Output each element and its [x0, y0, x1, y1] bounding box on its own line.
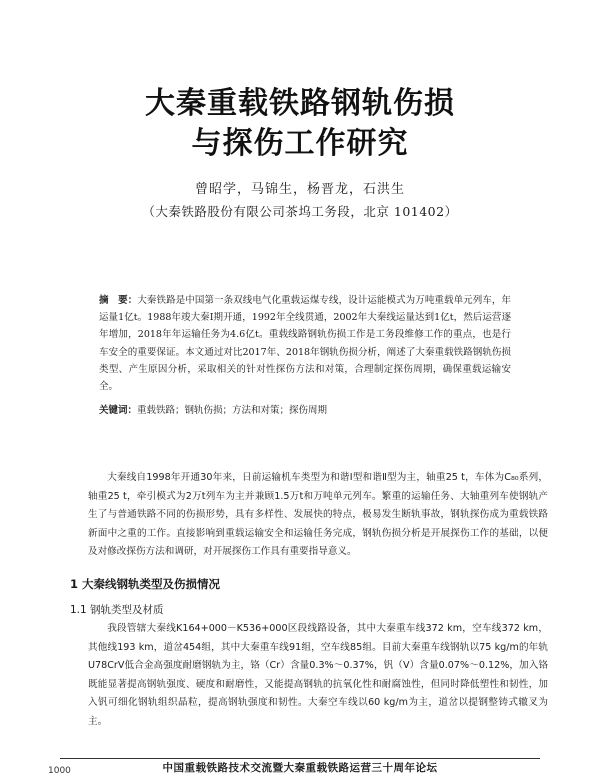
section-1-heading: 1 大秦线钢轨类型及伤损情况	[70, 577, 221, 591]
abstract	[99, 292, 511, 395]
keywords	[99, 403, 511, 419]
page-number: 1000	[48, 766, 71, 776]
keywords-label: 关键词：	[99, 405, 138, 416]
footer-title: 中国重载铁路技术交流暨大秦重载铁路运营三十周年论坛	[162, 762, 438, 774]
title-line-1: 大秦重载铁路钢轨伤损	[145, 86, 455, 121]
abstract-text: 大秦铁路是中国第一条双线电气化重载运煤专线，设计运能模式为万吨重载单元列车，年运量1亿t。1988年竣大秦Ⅰ期开通，1992年全线贯通，2002年大秦线运量达到1亿t，然后运营逐年增加，2018年年运输任务为4.6亿t。重载线路钢轨伤损工作是工务段维修工作的重点，也是行车安全的重要保证。本文通过对比2017年、2018年钢轨伤损分析，阐述了大秦重载铁路钢轨伤损类型、产生原因分析，采取相关的针对性探伤方法和对策，合理制定探伤周期，确保重载运输安全。	[99, 295, 511, 393]
author-list: 曾昭学，马锦生，杨晋龙，石洪生	[194, 182, 405, 197]
footer-divider	[60, 758, 540, 759]
affiliation: （大秦铁路股份有限公司茶坞工务段，北京 101402）	[142, 204, 458, 219]
intro-paragraph: 大秦线自1998年开通30年来，日前运输机车类型为和谐Ⅰ型和谐Ⅱ型为主，轴重25 t，车体为C₈₀系列，轴重25 t，牵引模式为2万t列车为主并兼顾1.5万t和万吨单元列车。繁重的运输任务、大轴重列车使钢轨产生了与普通铁路不同的伤损形势，具有多样性、发展快的特点，极易发生断轨事故，钢轨探伤成为重载铁路新面中之重的工作。直接影响到重载运输安全和运输任务完成，钢轨伤损分析是开展探伤工作的基础，以便及对修改探伤方法和调研，对开展探伤工作具有重要指导意义。	[88, 472, 548, 558]
section-1-1-heading: 1.1 钢轨类型及材质	[70, 604, 164, 616]
abstract-label: 摘 要：	[99, 295, 138, 306]
title-line-2: 与探伤工作研究	[191, 126, 409, 161]
section-1-1-paragraph: 我段管辖大秦线K164+000－K536+000区段线路设备，其中大秦重车线372 km，空车线372 km，其他线193 km，道岔454组，其中大秦重车线91组，空车线85组。目前大秦重车线钢轨以75 kg/m的年轨U78CrV低合金高强度耐磨钢轨为主，铬（Cr）含量0.3%～0.37%，钒（V）含量0.07%～0.12%，加入铬既能显著提高钢轨强度、硬度和耐磨性，又能提高钢轨的抗氧化性和耐腐蚀性，但同时降低塑性和韧性，加入钒可细化钢轨组织晶粒，提高钢轨强度和韧性。大秦空车线以60 kg/m为主，道岔以提钢整铸式辙叉为主。	[88, 623, 548, 727]
keywords-text: 重载铁路；钢轨伤损；方法和对策；探伤周期	[137, 405, 328, 416]
